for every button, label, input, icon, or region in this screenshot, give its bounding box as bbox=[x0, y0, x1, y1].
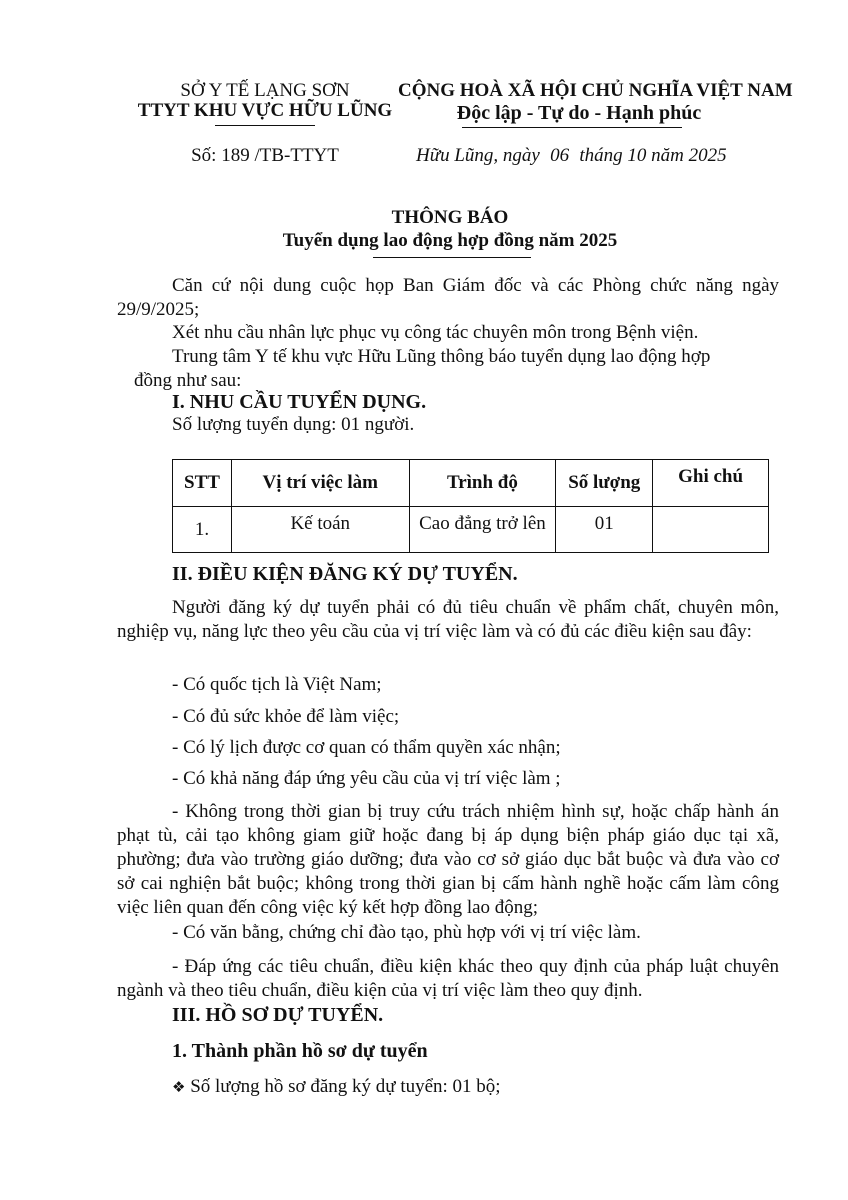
section-1-heading: I. NHU CẦU TUYỂN DỤNG. bbox=[172, 391, 427, 413]
nation-title: CỘNG HOÀ XÃ HỘI CHỦ NGHĨA VIỆT NAM bbox=[398, 80, 793, 101]
section-2-heading: II. ĐIỀU KIỆN ĐĂNG KÝ DỰ TUYỂN. bbox=[172, 563, 518, 585]
notice-title: THÔNG BÁO bbox=[391, 207, 509, 228]
dossier-quantity-text: Số lượng hồ sơ đăng ký dự tuyển: 01 bộ; bbox=[190, 1076, 501, 1097]
date-day: 06 bbox=[550, 145, 570, 166]
cell-quantity: 01 bbox=[556, 507, 653, 553]
condition-item: - Có khả năng đáp ứng yêu cầu của vị trí việc làm ; bbox=[172, 768, 561, 789]
cell-qualification: Cao đẳng trở lên bbox=[409, 507, 556, 553]
title-underline bbox=[373, 257, 531, 258]
table-header-row bbox=[173, 460, 769, 507]
intro-paragraph-3-line2: đồng như sau: bbox=[134, 370, 242, 391]
header-stt: STT bbox=[173, 460, 232, 507]
date-place: Hữu Lũng, ngày bbox=[416, 145, 540, 166]
condition-item: - Đáp ứng các tiêu chuẩn, điều kiện khác theo quy định của pháp luật chuyên ngành và theo tiêu chuẩn, điều kiện của vị trí việc làm theo quy định. bbox=[117, 956, 779, 1001]
notice-subtitle: Tuyển dụng lao động hợp đồng năm 2025 bbox=[282, 230, 618, 251]
section-3-heading: III. HỒ SƠ DỰ TUYỂN. bbox=[172, 1004, 384, 1026]
conditions-intro: Người đăng ký dự tuyển phải có đủ tiêu chuẩn về phẩm chất, chuyên môn, nghiệp vụ, năng lực theo yêu cầu của vị trí việc làm và có đủ các điều kiện sau đây: bbox=[117, 597, 779, 642]
department-name: SỞ Y TẾ LẠNG SƠN bbox=[180, 80, 350, 101]
cell-stt: 1. bbox=[173, 507, 232, 553]
date-line bbox=[416, 145, 727, 167]
condition-item: - Có đủ sức khỏe để làm việc; bbox=[172, 706, 400, 727]
header-qualification: Trình độ bbox=[409, 460, 556, 507]
condition-item: - Không trong thời gian bị truy cứu trách nhiệm hình sự, hoặc chấp hành án phạt tù, cải tạo không giam giữ hoặc đang bị áp dụng biện pháp giáo dục tại xã, phường; đưa vào trường giáo dưỡng; đưa vào cơ sở giáo dục bắt buộc và đưa vào cơ sở cai nghiện bắt buộc; không trong thời gian bị cấm hành nghề hoặc cấm làm công việc liên quan đến công việc ký kết hợp đồng lao động; bbox=[117, 801, 779, 918]
cell-position: Kế toán bbox=[231, 507, 409, 553]
header-quantity: Số lượng bbox=[556, 460, 653, 507]
header-position: Vị trí việc làm bbox=[231, 460, 409, 507]
condition-item: - Có quốc tịch là Việt Nam; bbox=[172, 674, 382, 695]
table-row bbox=[173, 507, 769, 553]
intro-paragraph-1: Căn cứ nội dung cuộc họp Ban Giám đốc và các Phòng chức năng ngày 29/9/2025; bbox=[117, 275, 779, 320]
intro-paragraph-3-line1: Trung tâm Y tế khu vực Hữu Lũng thông báo tuyển dụng lao động hợp bbox=[172, 346, 711, 367]
header-notes: Ghi chú bbox=[653, 460, 769, 507]
header-left-underline bbox=[215, 125, 315, 126]
recruitment-table bbox=[172, 459, 769, 553]
motto-underline bbox=[462, 127, 682, 128]
recruitment-quantity: Số lượng tuyển dụng: 01 người. bbox=[172, 414, 415, 435]
cell-notes bbox=[653, 507, 769, 553]
center-name: TTYT KHU VỰC HỮU LŨNG bbox=[137, 100, 393, 121]
diamond-bullet-icon: ❖ bbox=[172, 1078, 186, 1096]
condition-item: - Có lý lịch được cơ quan có thẩm quyền xác nhận; bbox=[172, 737, 561, 758]
condition-item: - Có văn bằng, chứng chỉ đào tạo, phù hợp với vị trí việc làm. bbox=[172, 922, 641, 943]
date-rest: tháng 10 năm 2025 bbox=[579, 145, 727, 166]
dossier-quantity-item bbox=[172, 1076, 501, 1098]
document-number: Số: 189 /TB-TTYT bbox=[191, 145, 339, 166]
intro-paragraph-2: Xét nhu cầu nhân lực phục vụ công tác chuyên môn trong Bệnh viện. bbox=[172, 322, 699, 343]
national-motto: Độc lập - Tự do - Hạnh phúc bbox=[456, 102, 702, 124]
section-3-subheading: 1. Thành phần hồ sơ dự tuyển bbox=[172, 1040, 428, 1062]
